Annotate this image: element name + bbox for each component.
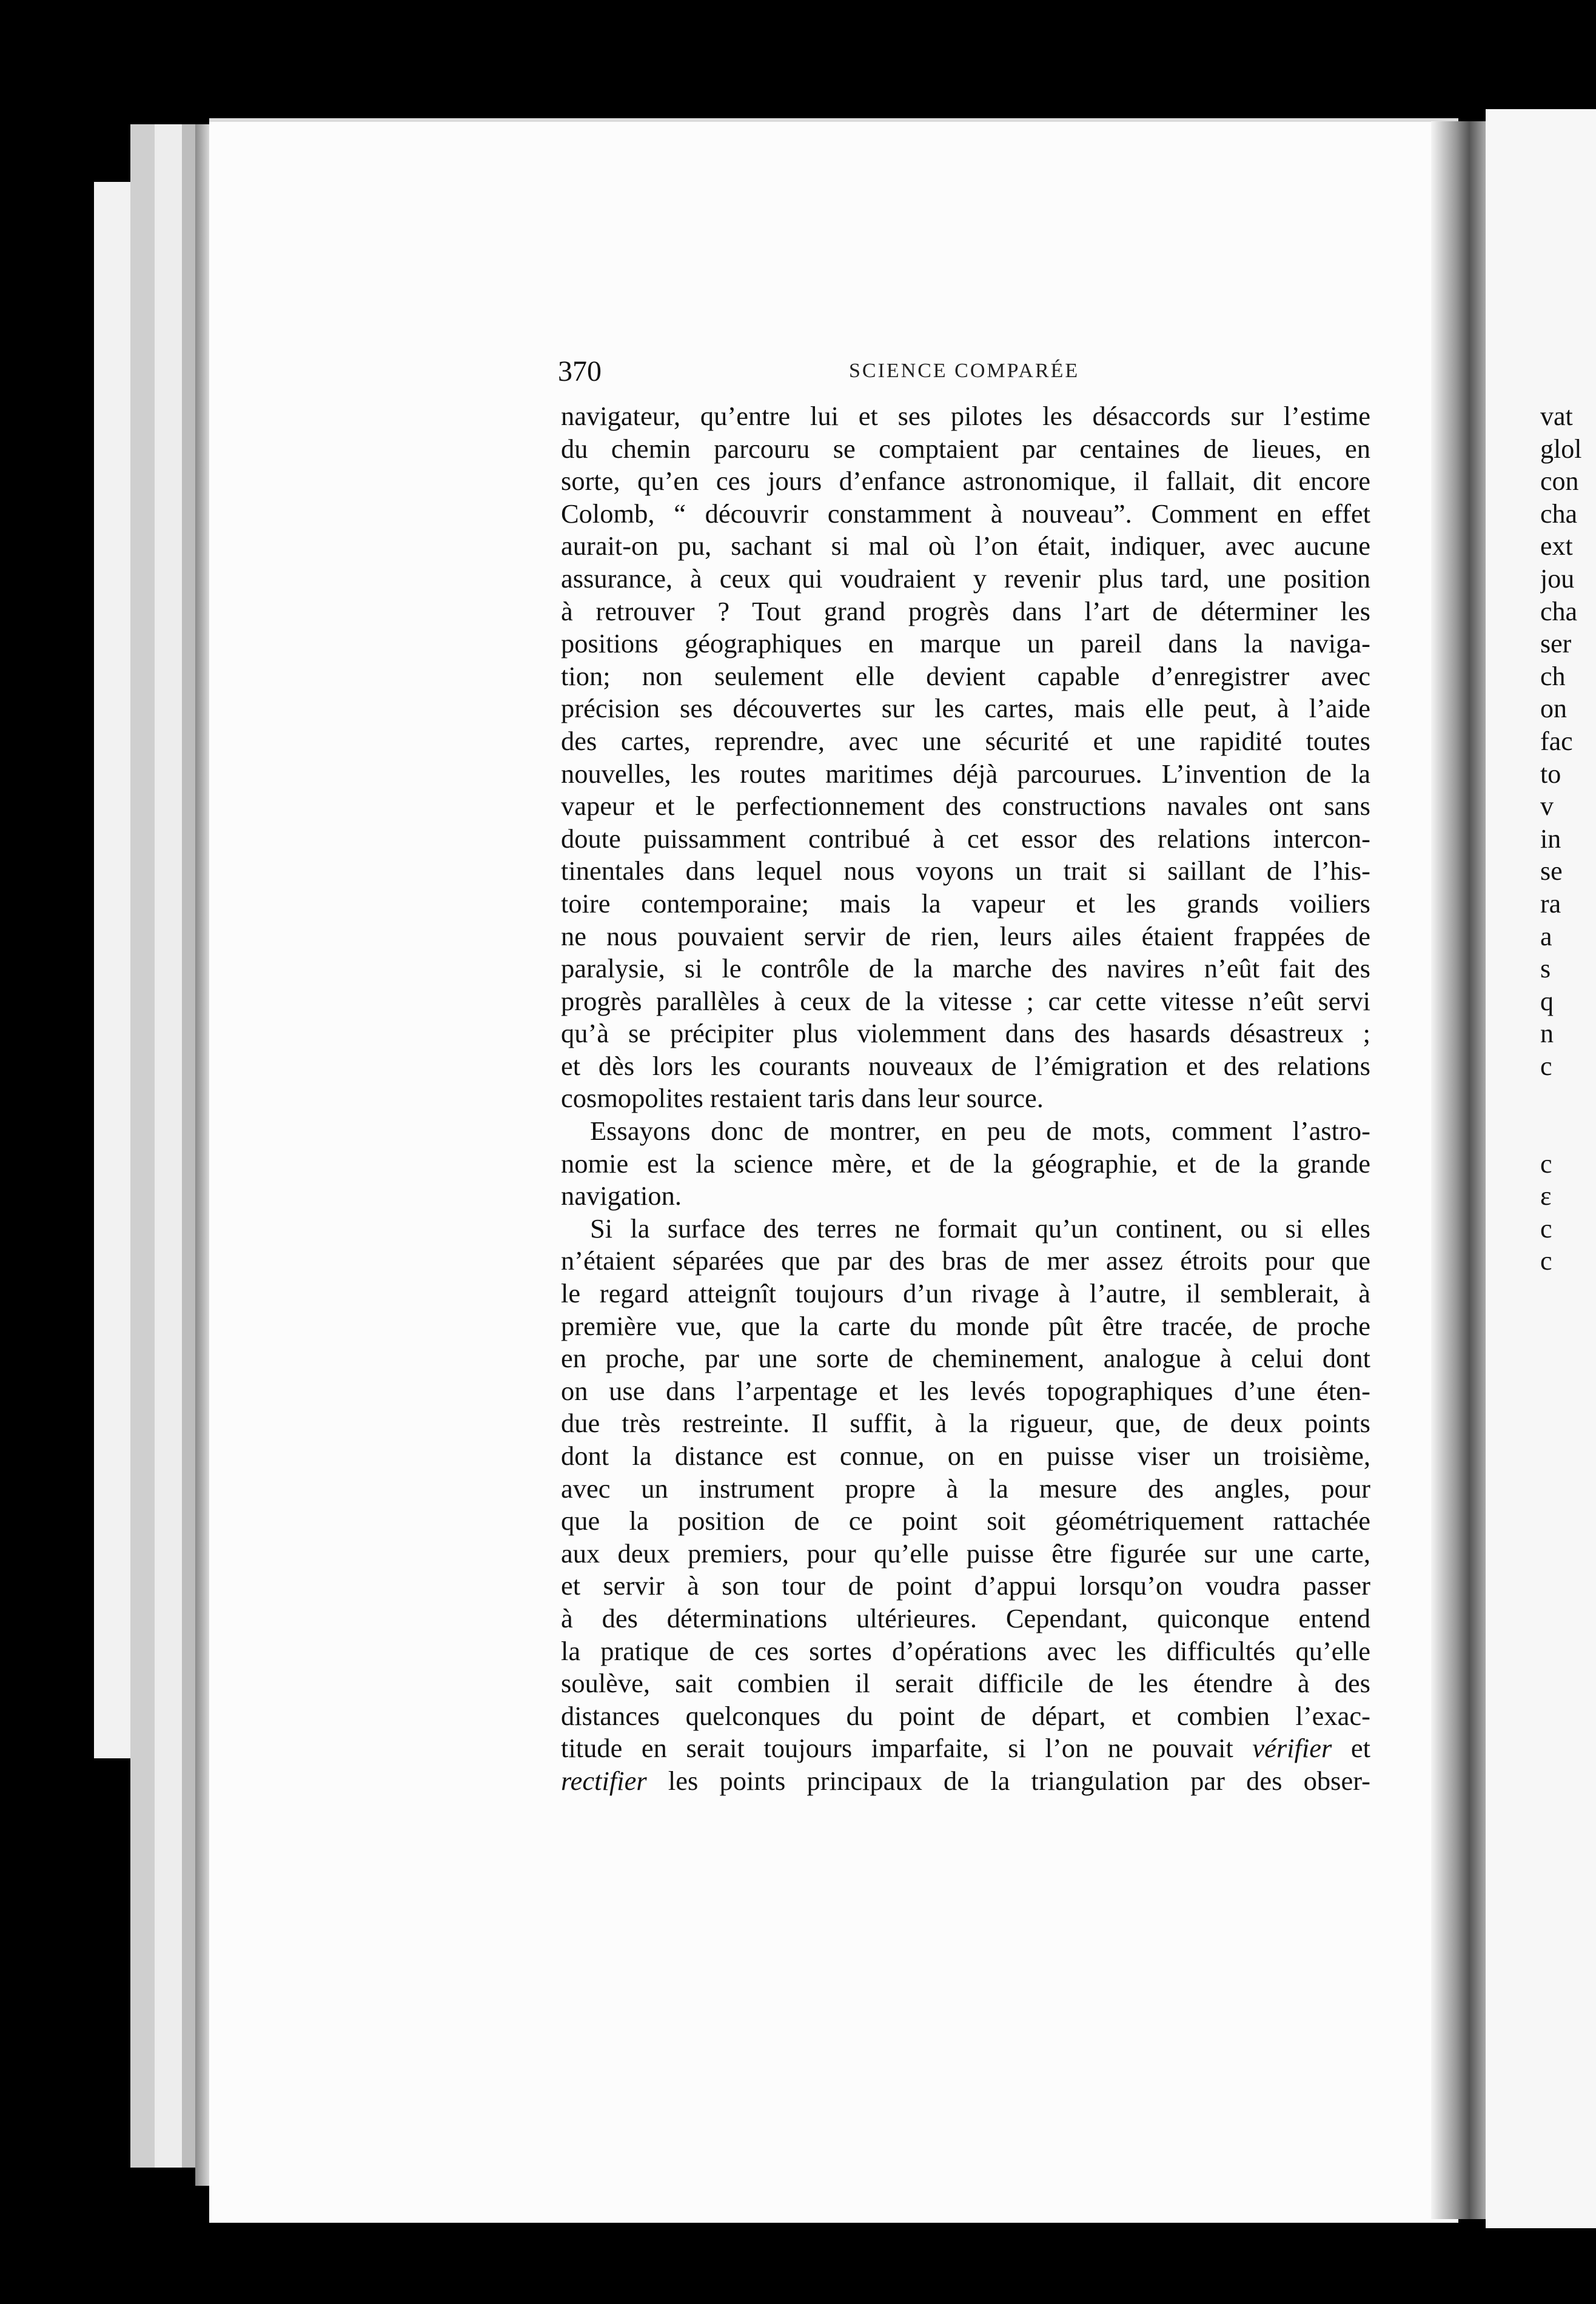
text-line: navigation. [561, 1180, 682, 1211]
fragment: ch [1540, 661, 1566, 691]
text-line: aurait-on pu, sachant si mal où l’on était, indiquer, avec aucune [561, 531, 1370, 561]
text-line: et dès lors les courants nouveaux de l’émigration et des relations [561, 1050, 1370, 1081]
fragment: v [1540, 791, 1554, 822]
text-line: à retrouver ? Tout grand progrès dans l’art de déterminer les [561, 595, 1370, 626]
text-line: le regard atteignît toujours d’un rivage à l’autre, il semblerait, à [561, 1278, 1370, 1309]
text-line: navigateur, qu’entre lui et ses pilotes les désaccords sur l’estime [561, 401, 1370, 431]
fragment: to [1540, 759, 1561, 789]
fragment: ser [1540, 629, 1572, 659]
text-line: nomie est la science mère, et de la géographie, et de la grande [561, 1148, 1370, 1179]
fragment [1540, 1115, 1596, 1148]
adjacent-page-text [1540, 400, 1596, 1278]
page-number: 370 [558, 355, 602, 387]
page-edge [130, 124, 155, 2168]
text-line: soulève, sait combien il serait difficile de les étendre à des [561, 1668, 1370, 1699]
text-line: dont la distance est connue, on en puisse viser un troisième, [561, 1441, 1370, 1471]
text-line: vapeur et le perfectionnement des constructions navales ont sans [561, 791, 1370, 822]
fragment: s [1540, 954, 1551, 984]
running-head [558, 355, 1383, 391]
paragraph-first-line: Si la surface des terres ne formait qu’un continent, ou si elles [590, 1213, 1370, 1244]
fragment: n [1540, 1019, 1554, 1049]
text-line: cosmopolites restaient taris dans leur source. [561, 1083, 1044, 1114]
text-line: doute puissamment contribué à cet essor des relations intercon- [561, 823, 1370, 854]
page-edge [155, 124, 182, 2168]
text-line: due très restreinte. Il suffit, à la rigueur, que, de deux points [561, 1408, 1370, 1439]
fragment: c [1540, 1148, 1552, 1179]
fragment: con [1540, 466, 1579, 497]
body-text [561, 400, 1370, 1798]
text-line: on use dans l’arpentage et les levés topographiques d’une éten- [561, 1375, 1370, 1406]
text-line: toire contemporaine; mais la vapeur et les grands voiliers [561, 888, 1370, 919]
text-line: avec un instrument propre à la mesure des angles, pour [561, 1473, 1370, 1504]
text-line: des cartes, reprendre, avec une sécurité et une rapidité toutes [561, 725, 1370, 756]
text-line: à des déterminations ultérieures. Cependant, quiconque entend [561, 1602, 1370, 1633]
paragraph-first-line: Essayons donc de montrer, en peu de mots, comment l’astro- [590, 1116, 1370, 1147]
fragment: vat [1540, 401, 1573, 431]
text-line: Colomb, “ découvrir constamment à nouveau”. Comment en effet [561, 498, 1370, 529]
fragment: c [1540, 1246, 1552, 1276]
fragment: c [1540, 1051, 1552, 1081]
running-title: SCIENCE COMPARÉE [849, 360, 1080, 382]
fragment: fac [1540, 726, 1573, 756]
text-line: la pratique de ces sortes d’opérations avec les difficultés qu’elle [561, 1635, 1370, 1666]
scan-background [0, 2228, 1596, 2304]
text-line: assurance, à ceux qui voudraient y revenir plus tard, une position [561, 563, 1370, 594]
text-line: n’étaient séparées que par des bras de mer assez étroits pour que [561, 1245, 1370, 1276]
fragment: se [1540, 856, 1563, 886]
text-line: que la position de ce point soit géométriquement rattachée [561, 1505, 1370, 1536]
fragment: ext [1540, 531, 1573, 561]
text-line: première vue, que la carte du monde pût être tracée, de proche [561, 1310, 1370, 1341]
scan-speck [255, 45, 262, 53]
text-line: du chemin parcouru se comptaient par centaines de lieues, en [561, 433, 1370, 464]
text-line: et servir à son tour de point d’appui lorsqu’on voudra passer [561, 1570, 1370, 1601]
fragment: on [1540, 694, 1567, 724]
text-line: tinentales dans lequel nous voyons un trait si saillant de l’his- [561, 856, 1370, 886]
text-line: nouvelles, les routes maritimes déjà parcourues. L’invention de la [561, 758, 1370, 789]
page-edge [182, 124, 195, 2168]
book-gutter [1431, 121, 1486, 2219]
fragment: a [1540, 921, 1552, 951]
fragment: ε [1540, 1181, 1552, 1211]
text-line: ne nous pouvaient servir de rien, leurs ailes étaient frappées de [561, 920, 1370, 951]
fragment: in [1540, 823, 1561, 854]
text-line: progrès parallèles à ceux de la vitesse ; car cette vitesse n’eût servi [561, 985, 1370, 1016]
text-line: en proche, par une sorte de cheminement, analogue à celui dont [561, 1343, 1370, 1374]
scan-speck [67, 1213, 91, 1246]
fragment: glol [1540, 434, 1582, 464]
text-line: aux deux premiers, pour qu’elle puisse être figurée sur une carte, [561, 1538, 1370, 1569]
text-line: tion; non seulement elle devient capable d’enregistrer avec [561, 660, 1370, 691]
fragment: c [1540, 1213, 1552, 1244]
text-line: distances quelconques du point de départ, et combien l’exac- [561, 1700, 1370, 1731]
text-line: sorte, qu’en ces jours d’enfance astronomique, il fallait, dit encore [561, 466, 1370, 497]
text-line: précision ses découvertes sur les cartes, mais elle peut, à l’aide [561, 693, 1370, 724]
fragment [1540, 1082, 1596, 1115]
fragment: q [1540, 986, 1554, 1016]
fragment: cha [1540, 498, 1578, 529]
text-line: paralysie, si le contrôle de la marche des navires n’eût fait des [561, 953, 1370, 984]
text-line: titude en serait toujours imparfaite, si l’on ne pouvait vérifier et [561, 1733, 1370, 1764]
fragment: ra [1540, 888, 1561, 919]
page-edge [94, 182, 130, 1758]
fragment: jou [1540, 563, 1575, 594]
fragment: cha [1540, 596, 1578, 626]
text-line: positions géographiques en marque un pareil dans la naviga- [561, 628, 1370, 659]
text-line: rectifier les points principaux de la triangulation par des obser- [561, 1765, 1370, 1796]
text-line: qu’à se précipiter plus violemment dans des hasards désastreux ; [561, 1018, 1370, 1049]
